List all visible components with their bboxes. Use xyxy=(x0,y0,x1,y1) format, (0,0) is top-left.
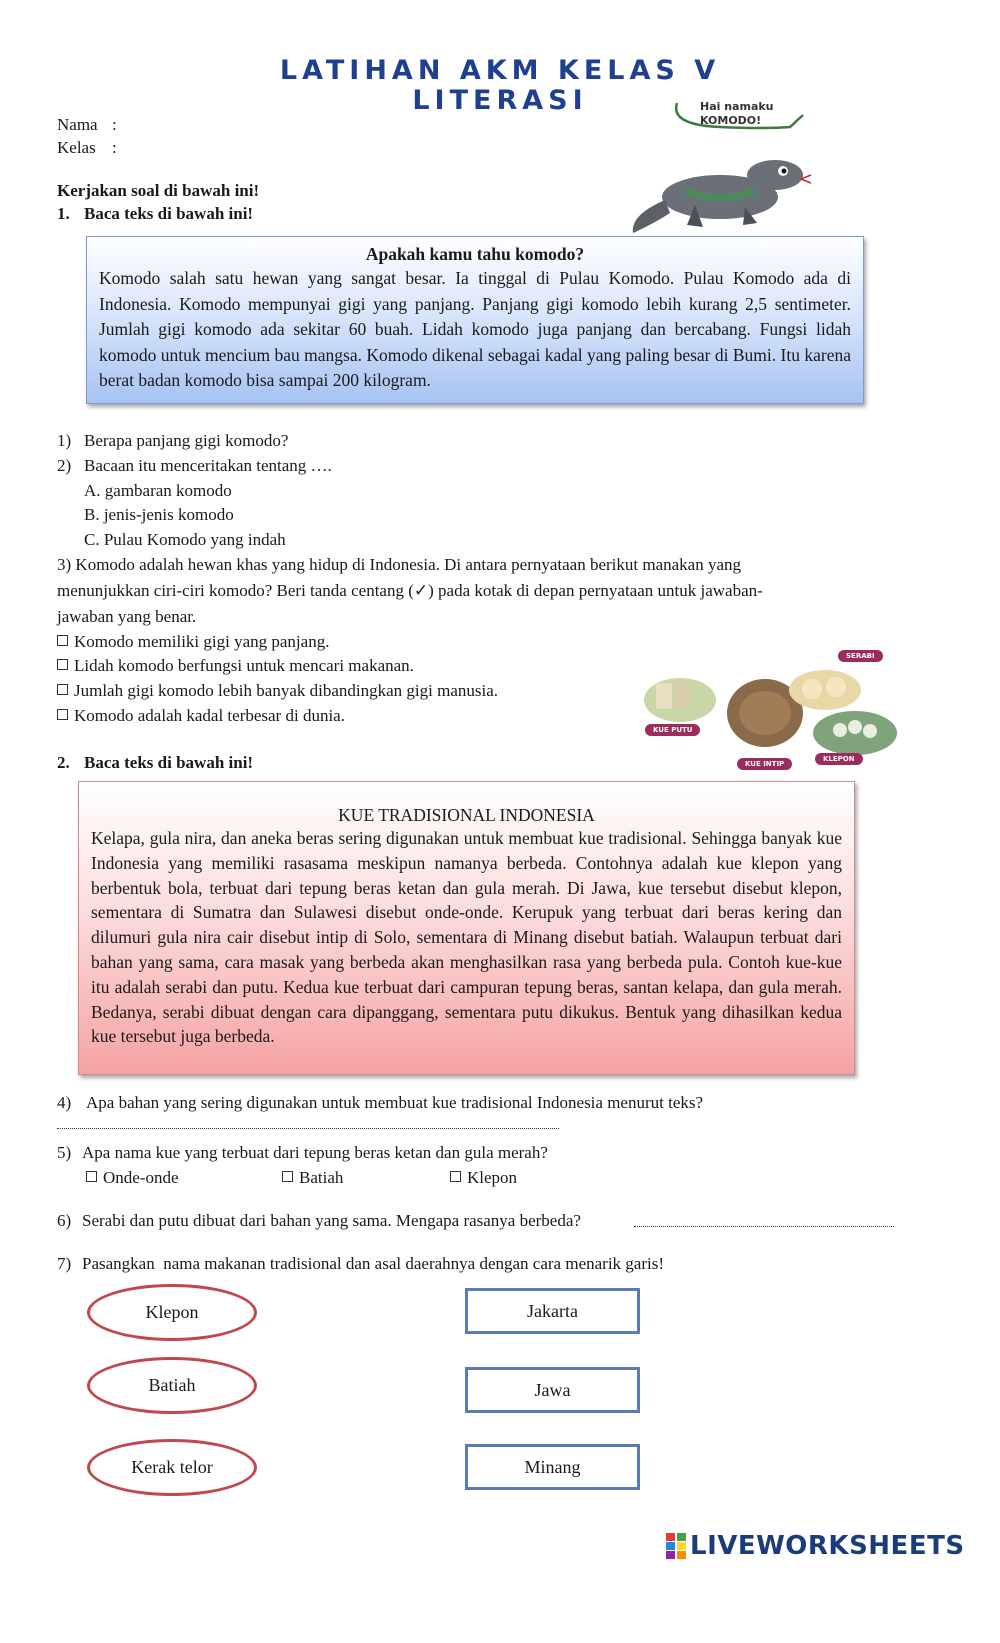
komodo-box-text: Komodo salah satu hewan yang sangat besar. Ia tinggal di Pulau Komodo. Pulau Komodo ada di Indonesia. Komodo mempunyai gigi yang panjang. Panjang gigi komodo lebih kurang 2,5 sentimeter. Jumlah gigi komodo ada sekitar 60 buah. Lidah komodo juga panjang dan bercabang. Fungsi lidah komodo untuk mencium bau mangsa. Komodo dikenal sebagai kadal yang paling besar di Bumi. Itu karena berat badan komodo bisa sampai 200 kilogram. xyxy=(99,268,851,391)
checkbox-icon[interactable] xyxy=(57,659,68,670)
worksheet-subtitle: LITERASI xyxy=(412,85,588,116)
liveworksheets-logo xyxy=(666,1531,965,1561)
q5-option-3[interactable]: Klepon xyxy=(450,1165,517,1191)
q5-text: Apa nama kue yang terbuat dari tepung beras ketan dan gula merah? xyxy=(82,1143,548,1162)
kue-intip-label: KUE INTIP xyxy=(737,758,792,770)
komodo-box-title: Apakah kamu tahu komodo? xyxy=(365,244,585,264)
checkbox-icon[interactable] xyxy=(282,1171,293,1182)
q7-text: Pasangkan nama makanan tradisional dan asal daerahnya dengan cara menarik garis! xyxy=(82,1254,665,1273)
q1-number: 1) xyxy=(57,431,72,450)
q2-option-b[interactable]: B. jenis-jenis komodo xyxy=(84,505,234,524)
section2-number: 2. xyxy=(57,753,70,772)
checkbox-icon[interactable] xyxy=(450,1171,461,1182)
q3-text-line1: 3) Komodo adalah hewan khas yang hidup di Indonesia. Di antara pernyataan berikut manakan yang xyxy=(57,555,742,574)
q4-answer-line[interactable] xyxy=(57,1116,559,1129)
traditional-cakes-illustration xyxy=(640,645,905,775)
region-box-minang[interactable]: Minang xyxy=(465,1444,640,1490)
kue-box-title: KUE TRADISIONAL INDONESIA xyxy=(338,805,595,825)
brand-text: LIVEWORKSHEETS xyxy=(690,1531,965,1561)
kue-putu-label: KUE PUTU xyxy=(645,724,700,736)
q2-option-c[interactable]: C. Pulau Komodo yang indah xyxy=(84,530,286,549)
q2-number: 2) xyxy=(57,456,72,475)
q2-option-a[interactable]: A. gambaran komodo xyxy=(84,481,232,500)
q6-answer-line[interactable] xyxy=(634,1214,894,1227)
q2-text: Bacaan itu menceritakan tentang …. xyxy=(84,456,332,475)
liveworksheets-logo-icon xyxy=(666,1533,686,1559)
region-box-jawa[interactable]: Jawa xyxy=(465,1367,640,1413)
q5-option-1[interactable]: Onde-onde xyxy=(86,1165,179,1191)
checkbox-icon[interactable] xyxy=(57,709,68,720)
food-oval-batiah[interactable]: Batiah xyxy=(87,1357,257,1414)
q7-number: 7) xyxy=(57,1254,72,1273)
kelas-label: Kelas xyxy=(57,138,96,157)
section2-heading: Baca teks di bawah ini! xyxy=(84,753,254,772)
speech-bubble: Hai namaku KOMODO! xyxy=(700,100,774,127)
serabi-label: SERABI xyxy=(838,650,883,662)
q3-option-1[interactable]: Komodo memiliki gigi yang panjang. xyxy=(57,629,329,655)
food-oval-klepon[interactable]: Klepon xyxy=(87,1284,257,1341)
checkbox-icon[interactable] xyxy=(86,1171,97,1182)
q6-number: 6) xyxy=(57,1211,72,1230)
instructions: Kerjakan soal di bawah ini! xyxy=(57,181,260,200)
komodo-text-box xyxy=(86,236,864,404)
q3-option-4[interactable]: Komodo adalah kadal terbesar di dunia. xyxy=(57,703,345,729)
food-oval-kerak-telor[interactable]: Kerak telor xyxy=(87,1439,257,1496)
checkbox-icon[interactable] xyxy=(57,635,68,646)
q3-text-line3: jawaban yang benar. xyxy=(57,607,197,626)
q1-text: Berapa panjang gigi komodo? xyxy=(84,431,289,450)
kelas-colon: : xyxy=(112,138,117,157)
q3-option-3[interactable]: Jumlah gigi komodo lebih banyak dibandingkan gigi manusia. xyxy=(57,678,498,704)
nama-colon: : xyxy=(112,115,117,134)
q3-option-2[interactable]: Lidah komodo berfungsi untuk mencari makanan. xyxy=(57,653,414,679)
region-box-jakarta[interactable]: Jakarta xyxy=(465,1288,640,1334)
q4-text: Apa bahan yang sering digunakan untuk membuat kue tradisional Indonesia menurut teks? xyxy=(86,1093,704,1112)
checkbox-icon[interactable] xyxy=(57,684,68,695)
section1-heading: Baca teks di bawah ini! xyxy=(84,204,254,223)
q4-number: 4) xyxy=(57,1093,72,1112)
worksheet-title: LATIHAN AKM KELAS V xyxy=(279,55,721,86)
q3-text-line2: menunjukkan ciri-ciri komodo? Beri tanda centang (✓) pada kotak di depan pernyataan untuk jawaban- xyxy=(57,581,763,600)
section1-number: 1. xyxy=(57,204,70,223)
klepon-label: KLEPON xyxy=(815,753,863,765)
q5-number: 5) xyxy=(57,1143,72,1162)
kue-box-text: Kelapa, gula nira, dan aneka beras sering digunakan untuk membuat kue tradisional. Sehingga banyak kue Indonesia yang memiliki rasasama meskipun namanya berbeda. Contohnya adalah kue klepon yang berbentuk bola, terbuat dari tepung beras ketan dan gula merah. Di Jawa, kue tersebut disebut klepon, sementara di Sumatra dan Sulawesi disebut onde-onde. Kerupuk yang terbuat dari beras kering dan dilumuri gula nira cair disebut intip di Solo, sementara di Minang disebut batiah. Walaupun terbuat dari bahan yang sama, cara masak yang berbeda akan menghasilkan rasa yang berbeda pula. Contoh kue-kue itu adalah serabi dan putu. Kedua kue terbuat dari campuran tepung beras, santan kelapa, dan gula merah. Bedanya, serabi dibuat dengan cara dipanggang, sementara putu dikukus. Bentuk yang dihasilkan kedua kue tersebut juga berbeda. xyxy=(91,828,842,1047)
kue-text-box xyxy=(78,781,855,1075)
q6-text: Serabi dan putu dibuat dari bahan yang sama. Mengapa rasanya berbeda? xyxy=(82,1211,581,1230)
q5-option-2[interactable]: Batiah xyxy=(282,1165,343,1191)
nama-label: Nama xyxy=(57,115,98,134)
